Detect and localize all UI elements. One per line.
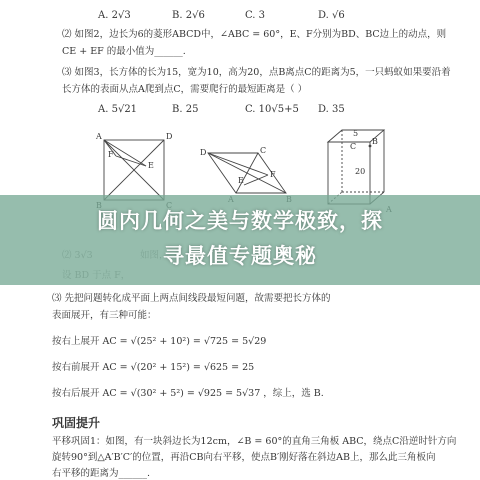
q3-option-d: D. 35 (318, 104, 345, 115)
practice-line-1: 平移巩固1：如图，有一块斜边长为12cm，∠B = 60°的直角三角板 ABC，绕点C沿逆时针方向 (52, 436, 457, 447)
solution-line-4: 按右前展开 AC = √(20² + 15²) = √625 = 25 (52, 362, 255, 373)
fig1-label-e: E (148, 161, 154, 170)
solution-line-3: 按右上展开 AC = √(25² + 10²) = √725 = 5√29 (52, 336, 267, 347)
fig1-label-f: F (108, 150, 114, 159)
solution-line-2: 表面展开，有三种可能： (52, 310, 157, 321)
banner-title-line-1: 圆内几何之美与数学极致，探 (97, 209, 383, 233)
fig1-label-d: D (166, 132, 173, 141)
solution-line-5: 按右后展开 AC = √(30² + 5²) = √925 = 5√37 ，综上，选 B. (52, 388, 324, 399)
banner-title-line-2: 寻最值专题奥秘 (163, 244, 317, 268)
fig3-label-5: 5 (353, 129, 359, 138)
q2-line-2: CE + EF 的最小值为______. (62, 46, 186, 57)
fig2-label-d: D (200, 148, 207, 157)
consolidate-heading: 巩固提升 (52, 416, 101, 430)
q1-option-b: B. 2√6 (172, 10, 205, 21)
q3-line-2: 长方体的表面从点A爬到点C，需要爬行的最短距离是（ ） (62, 84, 308, 95)
practice-line-3: 右平移的距离为______. (52, 468, 151, 479)
fig3-label-20: 20 (355, 167, 366, 176)
q3-option-a: A. 5√21 (98, 104, 138, 115)
q3-line-1: ⑶ 如图3，长方体的长为15，宽为10，高为20，点B离点C的距离为5，一只蚂蚁如果要沿着 (62, 67, 451, 78)
q1-option-d: D. √6 (318, 10, 345, 21)
q1-option-c: C. 3 (245, 10, 266, 21)
solution-line-1: ⑶ 先把问题转化成平面上两点间线段最短问题，故需要把长方体的 (52, 293, 331, 304)
practice-line-2: 旋转90°到△A′B′C′的位置，再沿CB向右平移，使点B′刚好落在斜边AB上，那么此三角板向 (52, 452, 436, 463)
fig1-label-a: A (96, 132, 102, 141)
q2-line-1: ⑵ 如图2，边长为6的菱形ABCD中，∠ABC = 60°，E、F分别为BD、BC边上的动点，则 (62, 29, 447, 40)
fig3-label-b: B (372, 137, 378, 146)
q1-option-a: A. 2√3 (98, 10, 131, 21)
fig3-label-c: C (350, 142, 357, 151)
q3-option-c: C. 10√5+5 (245, 104, 299, 115)
fig2-label-f: F (270, 170, 276, 179)
q3-option-b: B. 25 (172, 104, 199, 115)
fig2-label-e: E (238, 176, 244, 185)
fig2-label-c: C (260, 146, 267, 155)
